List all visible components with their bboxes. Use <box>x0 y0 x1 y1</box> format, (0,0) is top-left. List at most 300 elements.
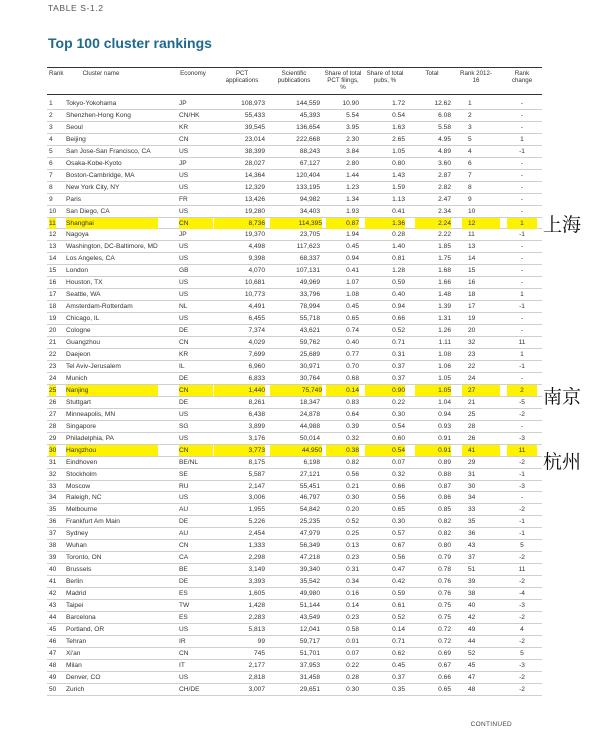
cell-rank: 13 <box>49 243 57 251</box>
cell-total: 1.66 <box>438 279 451 287</box>
table-row <box>47 409 542 421</box>
cell-economy: JP <box>179 159 187 167</box>
cell-pct: 1,428 <box>248 602 265 610</box>
cell-share-pct: 0.39 <box>346 422 359 430</box>
cell-economy: US <box>179 494 189 502</box>
cell-share-pubs: 0.37 <box>392 673 405 681</box>
cell-rank: 26 <box>49 398 57 406</box>
table-row <box>47 325 542 337</box>
table-row <box>47 672 542 684</box>
cell-share-pubs: 0.45 <box>392 661 405 669</box>
table-row <box>47 170 542 182</box>
cell-rank-change: -2 <box>519 673 525 681</box>
cell-share-pubs: 0.37 <box>392 374 405 382</box>
cell-economy: IR <box>179 637 186 645</box>
cell-cluster-name: Nanjing <box>66 385 158 396</box>
cell-pct: 3,006 <box>248 494 265 502</box>
cell-scientific: 51,701 <box>299 649 320 657</box>
cell-economy: US <box>179 243 189 251</box>
cell-cluster-name: Raleigh, NC <box>66 494 102 502</box>
cell-economy: US <box>179 207 189 215</box>
cell-total: 0.75 <box>438 613 451 621</box>
cell-share-pct: 0.01 <box>346 637 359 645</box>
cell-share-pubs: 0.41 <box>392 207 405 215</box>
cell-rank-change: -2 <box>519 458 525 466</box>
cell-economy: US <box>179 255 189 263</box>
cell-rank-prev: 29 <box>468 458 476 466</box>
cell-cluster-name: Moscow <box>66 482 91 490</box>
cell-share-pubs: 0.56 <box>392 494 405 502</box>
header-share-pct: Share of total PCT filings, % <box>324 70 362 91</box>
cell-rank-prev: 22 <box>468 362 476 370</box>
cell-rank: 16 <box>49 279 57 287</box>
cell-total: 2.34 <box>438 207 451 215</box>
cell-rank: 24 <box>49 374 57 382</box>
cell-economy: IT <box>179 661 185 669</box>
cell-economy: CH/DE <box>179 685 200 693</box>
cell-share-pct: 0.68 <box>346 374 359 382</box>
header-share-pubs: Share of total pubs, % <box>366 70 404 84</box>
cell-rank: 43 <box>49 602 57 610</box>
cell-share-pct: 0.22 <box>346 661 359 669</box>
cell-economy: US <box>179 291 189 299</box>
cell-rank-prev: 39 <box>468 578 476 586</box>
cell-total: 0.79 <box>438 554 451 562</box>
cell-total: 1.08 <box>438 351 451 359</box>
cell-cluster-name: Stockholm <box>66 470 97 478</box>
cell-share-pubs: 0.71 <box>392 637 405 645</box>
cell-pct: 2,177 <box>248 661 265 669</box>
cell-rank-change: - <box>520 195 524 203</box>
cell-cluster-name: Seattle, WA <box>66 291 101 299</box>
cell-rank-change: - <box>520 183 524 191</box>
cell-rank-prev: 5 <box>468 135 472 143</box>
cell-rank-change: - <box>520 422 524 430</box>
cell-cluster-name: Munich <box>66 374 88 382</box>
table-row <box>47 504 542 516</box>
cell-scientific: 31,458 <box>299 673 320 681</box>
cell-pct: 4,491 <box>248 303 265 311</box>
cell-share-pubs: 1.40 <box>392 243 405 251</box>
cell-cluster-name: San Diego, CA <box>66 207 110 215</box>
cell-pct: 5,813 <box>248 625 265 633</box>
cell-total: 4.95 <box>438 135 451 143</box>
cell-economy: CN <box>179 135 189 143</box>
cell-rank-prev: 15 <box>468 267 476 275</box>
cell-share-pubs: 1.05 <box>392 147 405 155</box>
cell-rank-prev: 33 <box>468 506 476 514</box>
cell-rank-prev: 42 <box>468 613 476 621</box>
cell-total: 0.88 <box>438 470 451 478</box>
cell-pct: 7,699 <box>248 351 265 359</box>
header-rank: Rank <box>49 70 64 77</box>
cell-cluster-name: Philadelphia, PA <box>66 434 114 442</box>
cell-total: 0.91 <box>415 445 451 456</box>
cell-pct: 19,280 <box>244 207 265 215</box>
cell-rank-change: - <box>520 255 524 263</box>
cell-economy: BE/NL <box>179 458 199 466</box>
cell-scientific: 39,340 <box>299 566 320 574</box>
cell-rank-change: 1 <box>520 135 524 143</box>
cell-scientific: 136,654 <box>296 123 320 131</box>
cell-rank-change: - <box>520 100 524 107</box>
cell-share-pct: 0.31 <box>346 566 359 574</box>
cell-economy: US <box>179 434 189 442</box>
table-row <box>47 277 542 289</box>
cell-rank-change: 11 <box>507 445 537 456</box>
cell-share-pubs: 0.54 <box>365 445 405 456</box>
cell-share-pubs: 0.59 <box>392 279 405 287</box>
cell-pct: 1,333 <box>248 542 265 550</box>
cell-rank: 9 <box>49 195 53 203</box>
cell-rank: 27 <box>49 410 57 418</box>
cell-rank: 49 <box>49 673 57 681</box>
cell-share-pubs: 0.54 <box>392 422 405 430</box>
table-row <box>47 492 542 504</box>
cell-rank: 6 <box>49 159 53 167</box>
cell-rank-change: -2 <box>519 506 525 514</box>
cell-cluster-name: Barcelona <box>66 613 96 621</box>
cell-total: 1.75 <box>438 255 451 263</box>
cell-total: 0.72 <box>438 637 451 645</box>
cell-cluster-name: Brussels <box>66 566 92 574</box>
table-row <box>47 218 542 230</box>
cell-rank-change: - <box>520 279 524 287</box>
cell-rank-prev: 41 <box>462 445 500 456</box>
cell-rank-change: 1 <box>507 218 537 229</box>
cell-cluster-name: Cologne <box>66 327 91 335</box>
cell-rank-change: 2 <box>507 385 537 396</box>
cell-rank-prev: 30 <box>468 482 476 490</box>
cell-pct: 745 <box>253 649 265 657</box>
cell-share-pubs: 0.59 <box>392 590 405 598</box>
table-row <box>47 98 542 110</box>
cell-share-pct: 0.70 <box>346 362 359 370</box>
cell-rank-prev: 19 <box>468 315 476 323</box>
cell-rank-prev: 52 <box>468 649 476 657</box>
cell-rank-change: -4 <box>519 590 525 598</box>
cell-rank: 50 <box>49 685 57 693</box>
cell-cluster-name: Singapore <box>66 422 97 430</box>
cell-economy: KR <box>179 351 189 359</box>
cell-pct: 3,176 <box>248 434 265 442</box>
cell-scientific: 24,878 <box>299 410 320 418</box>
cell-rank: 21 <box>49 339 57 347</box>
cell-economy: KR <box>179 123 189 131</box>
cell-rank-prev: 44 <box>468 637 476 645</box>
cell-pct: 108,973 <box>241 100 265 107</box>
cell-total: 1.05 <box>438 374 451 382</box>
cell-scientific: 33,796 <box>299 291 320 299</box>
cell-rank-change: 11 <box>518 339 526 347</box>
cell-rank: 28 <box>49 422 57 430</box>
cell-share-pubs: 0.40 <box>392 291 405 299</box>
cell-share-pubs: 0.28 <box>392 231 405 239</box>
cell-pct: 5,226 <box>248 518 265 526</box>
table-row <box>47 528 542 540</box>
cell-rank-prev: 12 <box>462 218 500 229</box>
cell-rank-change: -5 <box>519 398 525 406</box>
cell-share-pubs: 0.30 <box>392 518 405 526</box>
table-row <box>47 421 542 433</box>
cell-total: 6.08 <box>438 111 451 119</box>
cell-rank-change: -1 <box>519 231 525 239</box>
cell-share-pct: 3.84 <box>346 147 359 155</box>
cell-share-pct: 0.14 <box>346 602 359 610</box>
cell-cluster-name: New York City, NY <box>66 183 120 191</box>
cell-rank-prev: 28 <box>468 422 476 430</box>
table-row <box>47 253 542 265</box>
cell-scientific: 78,994 <box>299 303 320 311</box>
cell-share-pubs: 1.13 <box>392 195 405 203</box>
cell-scientific: 23,705 <box>299 231 320 239</box>
cell-cluster-name: Berlin <box>66 578 83 586</box>
cell-pct: 55,433 <box>244 111 265 119</box>
cell-pct: 3,899 <box>248 422 265 430</box>
cell-share-pct: 1.07 <box>346 279 359 287</box>
cell-scientific: 47,218 <box>299 554 320 562</box>
cell-scientific: 12,041 <box>299 625 320 633</box>
cell-share-pct: 1.44 <box>346 171 359 179</box>
table-row <box>47 660 542 672</box>
cell-pct: 1,605 <box>248 590 265 598</box>
cell-scientific: 117,623 <box>296 243 320 251</box>
cell-rank-prev: 26 <box>468 434 476 442</box>
cell-scientific: 49,969 <box>299 279 320 287</box>
cell-rank: 42 <box>49 590 57 598</box>
cell-rank: 30 <box>49 446 57 454</box>
table-row <box>47 349 542 361</box>
cell-pct: 28,027 <box>244 159 265 167</box>
cell-scientific: 25,235 <box>299 518 320 526</box>
cell-cluster-name: Tehran <box>66 637 87 645</box>
cell-rank: 47 <box>49 649 57 657</box>
cell-economy: US <box>179 147 189 155</box>
cell-share-pct: 0.16 <box>346 590 359 598</box>
table-row <box>47 301 542 313</box>
cell-economy: CN <box>179 339 189 347</box>
cell-share-pct: 1.93 <box>346 207 359 215</box>
table-row <box>47 516 542 528</box>
table-row <box>47 600 542 612</box>
cell-cluster-name: Minneapolis, MN <box>66 410 116 418</box>
table-row <box>47 361 542 373</box>
cell-economy: DE <box>179 398 189 406</box>
cell-economy: SE <box>179 470 188 478</box>
table-row <box>47 313 542 325</box>
cell-economy: CN <box>179 385 213 396</box>
cell-total: 2.24 <box>415 218 451 229</box>
cell-economy: US <box>179 279 189 287</box>
cell-rank-prev: 2 <box>468 111 472 119</box>
cell-share-pubs: 0.61 <box>392 602 405 610</box>
cell-pct: 19,370 <box>244 231 265 239</box>
cell-rank-change: - <box>520 494 524 502</box>
cell-total: 1.39 <box>438 303 451 311</box>
cell-cluster-name: Los Angeles, CA <box>66 255 115 263</box>
cell-pct: 8,736 <box>214 218 265 229</box>
cell-share-pubs: 0.30 <box>392 410 405 418</box>
cell-share-pubs: 0.57 <box>392 530 405 538</box>
cell-rank-change: -3 <box>519 482 525 490</box>
cell-rank: 20 <box>49 327 57 335</box>
cell-cluster-name: Beijing <box>66 135 86 143</box>
table-row <box>47 385 542 397</box>
cell-share-pubs: 2.65 <box>392 135 405 143</box>
cell-total: 0.76 <box>438 578 451 586</box>
cell-rank: 29 <box>49 434 57 442</box>
cell-total: 1.11 <box>438 339 451 347</box>
cell-pct: 4,029 <box>248 339 265 347</box>
cell-cluster-name: Nagoya <box>66 231 89 239</box>
cell-rank: 12 <box>49 231 57 239</box>
cell-pct: 4,498 <box>248 243 265 251</box>
cell-rank-prev: 48 <box>468 685 476 693</box>
cell-scientific: 59,717 <box>299 637 320 645</box>
cell-scientific: 55,718 <box>299 315 320 323</box>
table-row <box>47 229 542 241</box>
cell-cluster-name: Boston-Cambridge, MA <box>66 171 135 179</box>
cell-share-pct: 0.20 <box>346 506 359 514</box>
header-cluster-name: Cluster name <box>82 70 120 77</box>
table-row <box>47 624 542 636</box>
cell-pct: 3,007 <box>248 685 265 693</box>
cell-rank: 1 <box>49 100 53 107</box>
cell-share-pubs: 0.22 <box>392 398 405 406</box>
cell-total: 0.87 <box>438 482 451 490</box>
table-row <box>47 194 542 206</box>
table-row <box>47 552 542 564</box>
cell-rank-prev: 40 <box>468 602 476 610</box>
cell-economy: US <box>179 315 189 323</box>
cell-cluster-name: Osaka-Kobe-Kyoto <box>66 159 122 167</box>
cell-cluster-name: Xi'an <box>66 649 81 657</box>
cell-scientific: 37,953 <box>299 661 320 669</box>
cell-share-pubs: 1.28 <box>392 267 405 275</box>
header-rank-prev: Rank 2012-16 <box>460 70 492 84</box>
cell-share-pct: 3.95 <box>346 123 359 131</box>
cell-share-pubs: 0.31 <box>392 351 405 359</box>
cell-rank-change: - <box>520 159 524 167</box>
cell-rank-change: - <box>520 171 524 179</box>
cell-rank-prev: 31 <box>468 470 476 478</box>
cell-share-pct: 0.32 <box>346 434 359 442</box>
cell-total: 0.66 <box>438 673 451 681</box>
cell-pct: 6,833 <box>248 374 265 382</box>
cell-total: 0.89 <box>438 458 451 466</box>
cell-share-pubs: 1.63 <box>392 123 405 131</box>
cell-total: 0.82 <box>438 530 451 538</box>
cell-total: 0.91 <box>438 434 451 442</box>
cell-scientific: 44,988 <box>299 422 320 430</box>
cell-economy: US <box>179 625 189 633</box>
cell-economy: CN <box>179 218 213 229</box>
cell-share-pubs: 1.43 <box>392 171 405 179</box>
cell-rank: 5 <box>49 147 53 155</box>
table-row <box>47 540 542 552</box>
cell-share-pubs: 0.90 <box>365 385 405 396</box>
cell-share-pubs: 0.52 <box>392 327 405 335</box>
cell-rank-change: -2 <box>519 410 525 418</box>
cell-economy: TW <box>179 602 190 610</box>
cell-scientific: 34,403 <box>299 207 320 215</box>
cell-rank-prev: 24 <box>468 374 476 382</box>
header-total: Total <box>425 70 439 77</box>
cell-rank-change: -2 <box>519 578 525 586</box>
cell-economy: US <box>179 673 189 681</box>
cell-cluster-name: San Jose-San Francisco, CA <box>66 147 151 155</box>
cell-economy: RU <box>179 482 189 490</box>
cell-cluster-name: Tokyo-Yokohama <box>66 100 117 107</box>
cell-rank: 7 <box>49 171 53 179</box>
cell-rank-change: 1 <box>520 351 524 359</box>
cell-share-pubs: 0.42 <box>392 578 405 586</box>
cell-share-pct: 0.64 <box>346 410 359 418</box>
cell-cluster-name: Seoul <box>66 123 83 131</box>
cell-total: 5.58 <box>438 123 451 131</box>
cell-cluster-name: Toronto, ON <box>66 554 102 562</box>
cell-economy: GB <box>179 267 189 275</box>
cell-cluster-name: Wuhan <box>66 542 87 550</box>
cell-total: 0.82 <box>438 518 451 526</box>
cell-pct: 99 <box>257 637 265 645</box>
cell-rank-prev: 14 <box>468 255 476 263</box>
cell-rank-prev: 8 <box>468 183 472 191</box>
cell-cluster-name: Guangzhou <box>66 339 101 347</box>
table-row <box>47 457 542 469</box>
table-row <box>47 636 542 648</box>
cell-scientific: 47,979 <box>299 530 320 538</box>
cell-economy: CN/HK <box>179 111 200 119</box>
cell-share-pct: 0.23 <box>346 613 359 621</box>
cell-rank-change: -3 <box>519 602 525 610</box>
cell-economy: BE <box>179 566 188 574</box>
table-header <box>47 67 542 95</box>
cell-rank-prev: 10 <box>468 207 476 215</box>
cell-rank-change: - <box>520 243 524 251</box>
cell-rank-change: 1 <box>520 291 524 299</box>
cell-pct: 13,426 <box>244 195 265 203</box>
cell-share-pct: 0.25 <box>346 530 359 538</box>
table-row <box>47 337 542 349</box>
cell-share-pct: 0.14 <box>326 385 359 396</box>
cell-total: 4.89 <box>438 147 451 155</box>
cell-rank-change: 5 <box>520 649 524 657</box>
cell-total: 0.67 <box>438 661 451 669</box>
annotation-hangzhou: 杭州 <box>543 451 582 473</box>
cell-rank-prev: 35 <box>468 518 476 526</box>
cell-share-pct: 1.94 <box>346 231 359 239</box>
cell-rank: 33 <box>49 482 57 490</box>
cell-economy: NL <box>179 303 188 311</box>
cell-rank-change: -1 <box>519 530 525 538</box>
cell-pct: 8,261 <box>248 398 265 406</box>
cell-scientific: 107,131 <box>296 267 320 275</box>
cell-cluster-name: Hangzhou <box>66 445 158 456</box>
cell-rank: 2 <box>49 111 53 119</box>
cell-share-pubs: 0.66 <box>392 482 405 490</box>
cell-share-pubs: 0.81 <box>392 255 405 263</box>
cell-share-pubs: 0.94 <box>392 303 405 311</box>
cell-total: 1.68 <box>438 267 451 275</box>
cell-scientific: 144,559 <box>296 100 320 107</box>
cell-pct: 14,364 <box>244 171 265 179</box>
cell-share-pubs: 1.59 <box>392 183 405 191</box>
cell-rank-change: 4 <box>520 625 524 633</box>
cell-rank-change: -1 <box>519 303 525 311</box>
table-row <box>47 289 542 301</box>
table-row <box>47 146 542 158</box>
